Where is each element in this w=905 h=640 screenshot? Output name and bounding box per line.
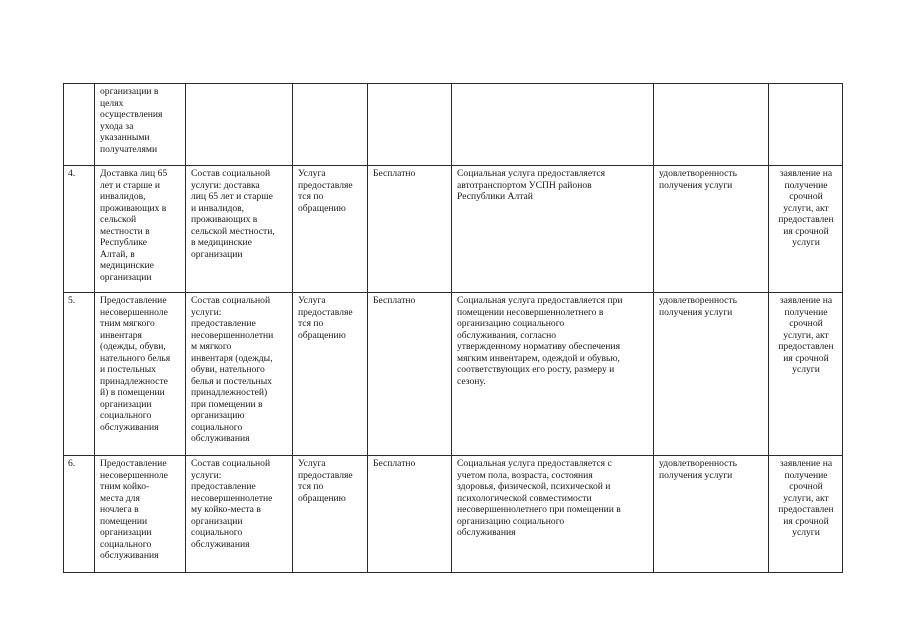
document-cell: заявление на получение срочной услуги, акт предоставлен ия срочной услуги bbox=[769, 166, 843, 293]
row-number: 4. bbox=[64, 166, 95, 293]
document-cell: заявление на получение срочной услуги, акт предоставлен ия срочной услуги bbox=[769, 456, 843, 573]
service-composition-cell: Состав социальной услуги: доставка лиц 65 лет и старше и инвалидов, проживающих в сельской местности, в медицинские организации bbox=[186, 166, 293, 293]
service-composition-cell bbox=[186, 84, 293, 166]
service-name-cell: Предоставление несовершеннолe тним мягкого инвентаря (одежды, обуви, нательного белья и постельных принадлежносте й) в помещении организации социального обслуживания bbox=[95, 293, 186, 456]
quality-indicator-cell bbox=[654, 84, 769, 166]
service-conditions-cell: Услуга предоставляе тся по обращению bbox=[293, 456, 368, 573]
service-cost-cell: Бесплатно bbox=[368, 456, 452, 573]
service-conditions-cell bbox=[293, 84, 368, 166]
service-description-cell: Социальная услуга предоставляется автотранспортом УСПН районов Республики Алтай bbox=[452, 166, 654, 293]
quality-indicator-cell: удовлетворенность получения услуги bbox=[654, 166, 769, 293]
service-conditions-cell: Услуга предоставляе тся по обращению bbox=[293, 293, 368, 456]
quality-indicator-cell: удовлетворенность получения услуги bbox=[654, 293, 769, 456]
service-description-cell: Социальная услуга предоставляется при помещении несовершеннолетнего в организацию социального обслуживания, согласно утвержденному нормативу обеспечения мягким инвентарем, одеждой и обувью, соответствующих его росту, размеру и сезону. bbox=[452, 293, 654, 456]
service-cost-cell bbox=[368, 84, 452, 166]
row-number bbox=[64, 84, 95, 166]
service-description-cell bbox=[452, 84, 654, 166]
service-name-cell: организации в целях осуществления ухода за указанными получателями bbox=[95, 84, 186, 166]
services-table bbox=[63, 83, 843, 573]
service-composition-cell: Состав социальной услуги: предоставление несовершеннолетни м мягкого инвентаря (одежды, обуви, нательного белья и постельных принадлежностей) при помещении в организацию социального обслуживания bbox=[186, 293, 293, 456]
service-name-cell: Доставка лиц 65 лет и старше и инвалидов, проживающих в сельской местности в Республике Алтай, в медицинские организации bbox=[95, 166, 186, 293]
row-number: 6. bbox=[64, 456, 95, 573]
service-cost-cell: Бесплатно bbox=[368, 166, 452, 293]
service-name-cell: Предоставление несовершенноле тним койко- места для ночлега в помещении организации социального обслуживания bbox=[95, 456, 186, 573]
service-description-cell: Социальная услуга предоставляется с учетом пола, возраста, состояния здоровья, физической, психической и психологической совместимости несовершеннолетнего при помещении в организацию социального обслуживания bbox=[452, 456, 654, 573]
table-row bbox=[64, 166, 843, 293]
table-row bbox=[64, 84, 843, 166]
quality-indicator-cell: удовлетворенность получения услуги bbox=[654, 456, 769, 573]
service-composition-cell: Состав социальной услуги: предоставление несовершеннолетне му койко-места в организации социального обслуживания bbox=[186, 456, 293, 573]
row-number: 5. bbox=[64, 293, 95, 456]
table-row bbox=[64, 293, 843, 456]
table-row bbox=[64, 456, 843, 573]
service-cost-cell: Бесплатно bbox=[368, 293, 452, 456]
document-cell: заявление на получение срочной услуги, акт предоставлен ия срочной услуги bbox=[769, 293, 843, 456]
document-cell bbox=[769, 84, 843, 166]
service-conditions-cell: Услуга предоставляе тся по обращению bbox=[293, 166, 368, 293]
